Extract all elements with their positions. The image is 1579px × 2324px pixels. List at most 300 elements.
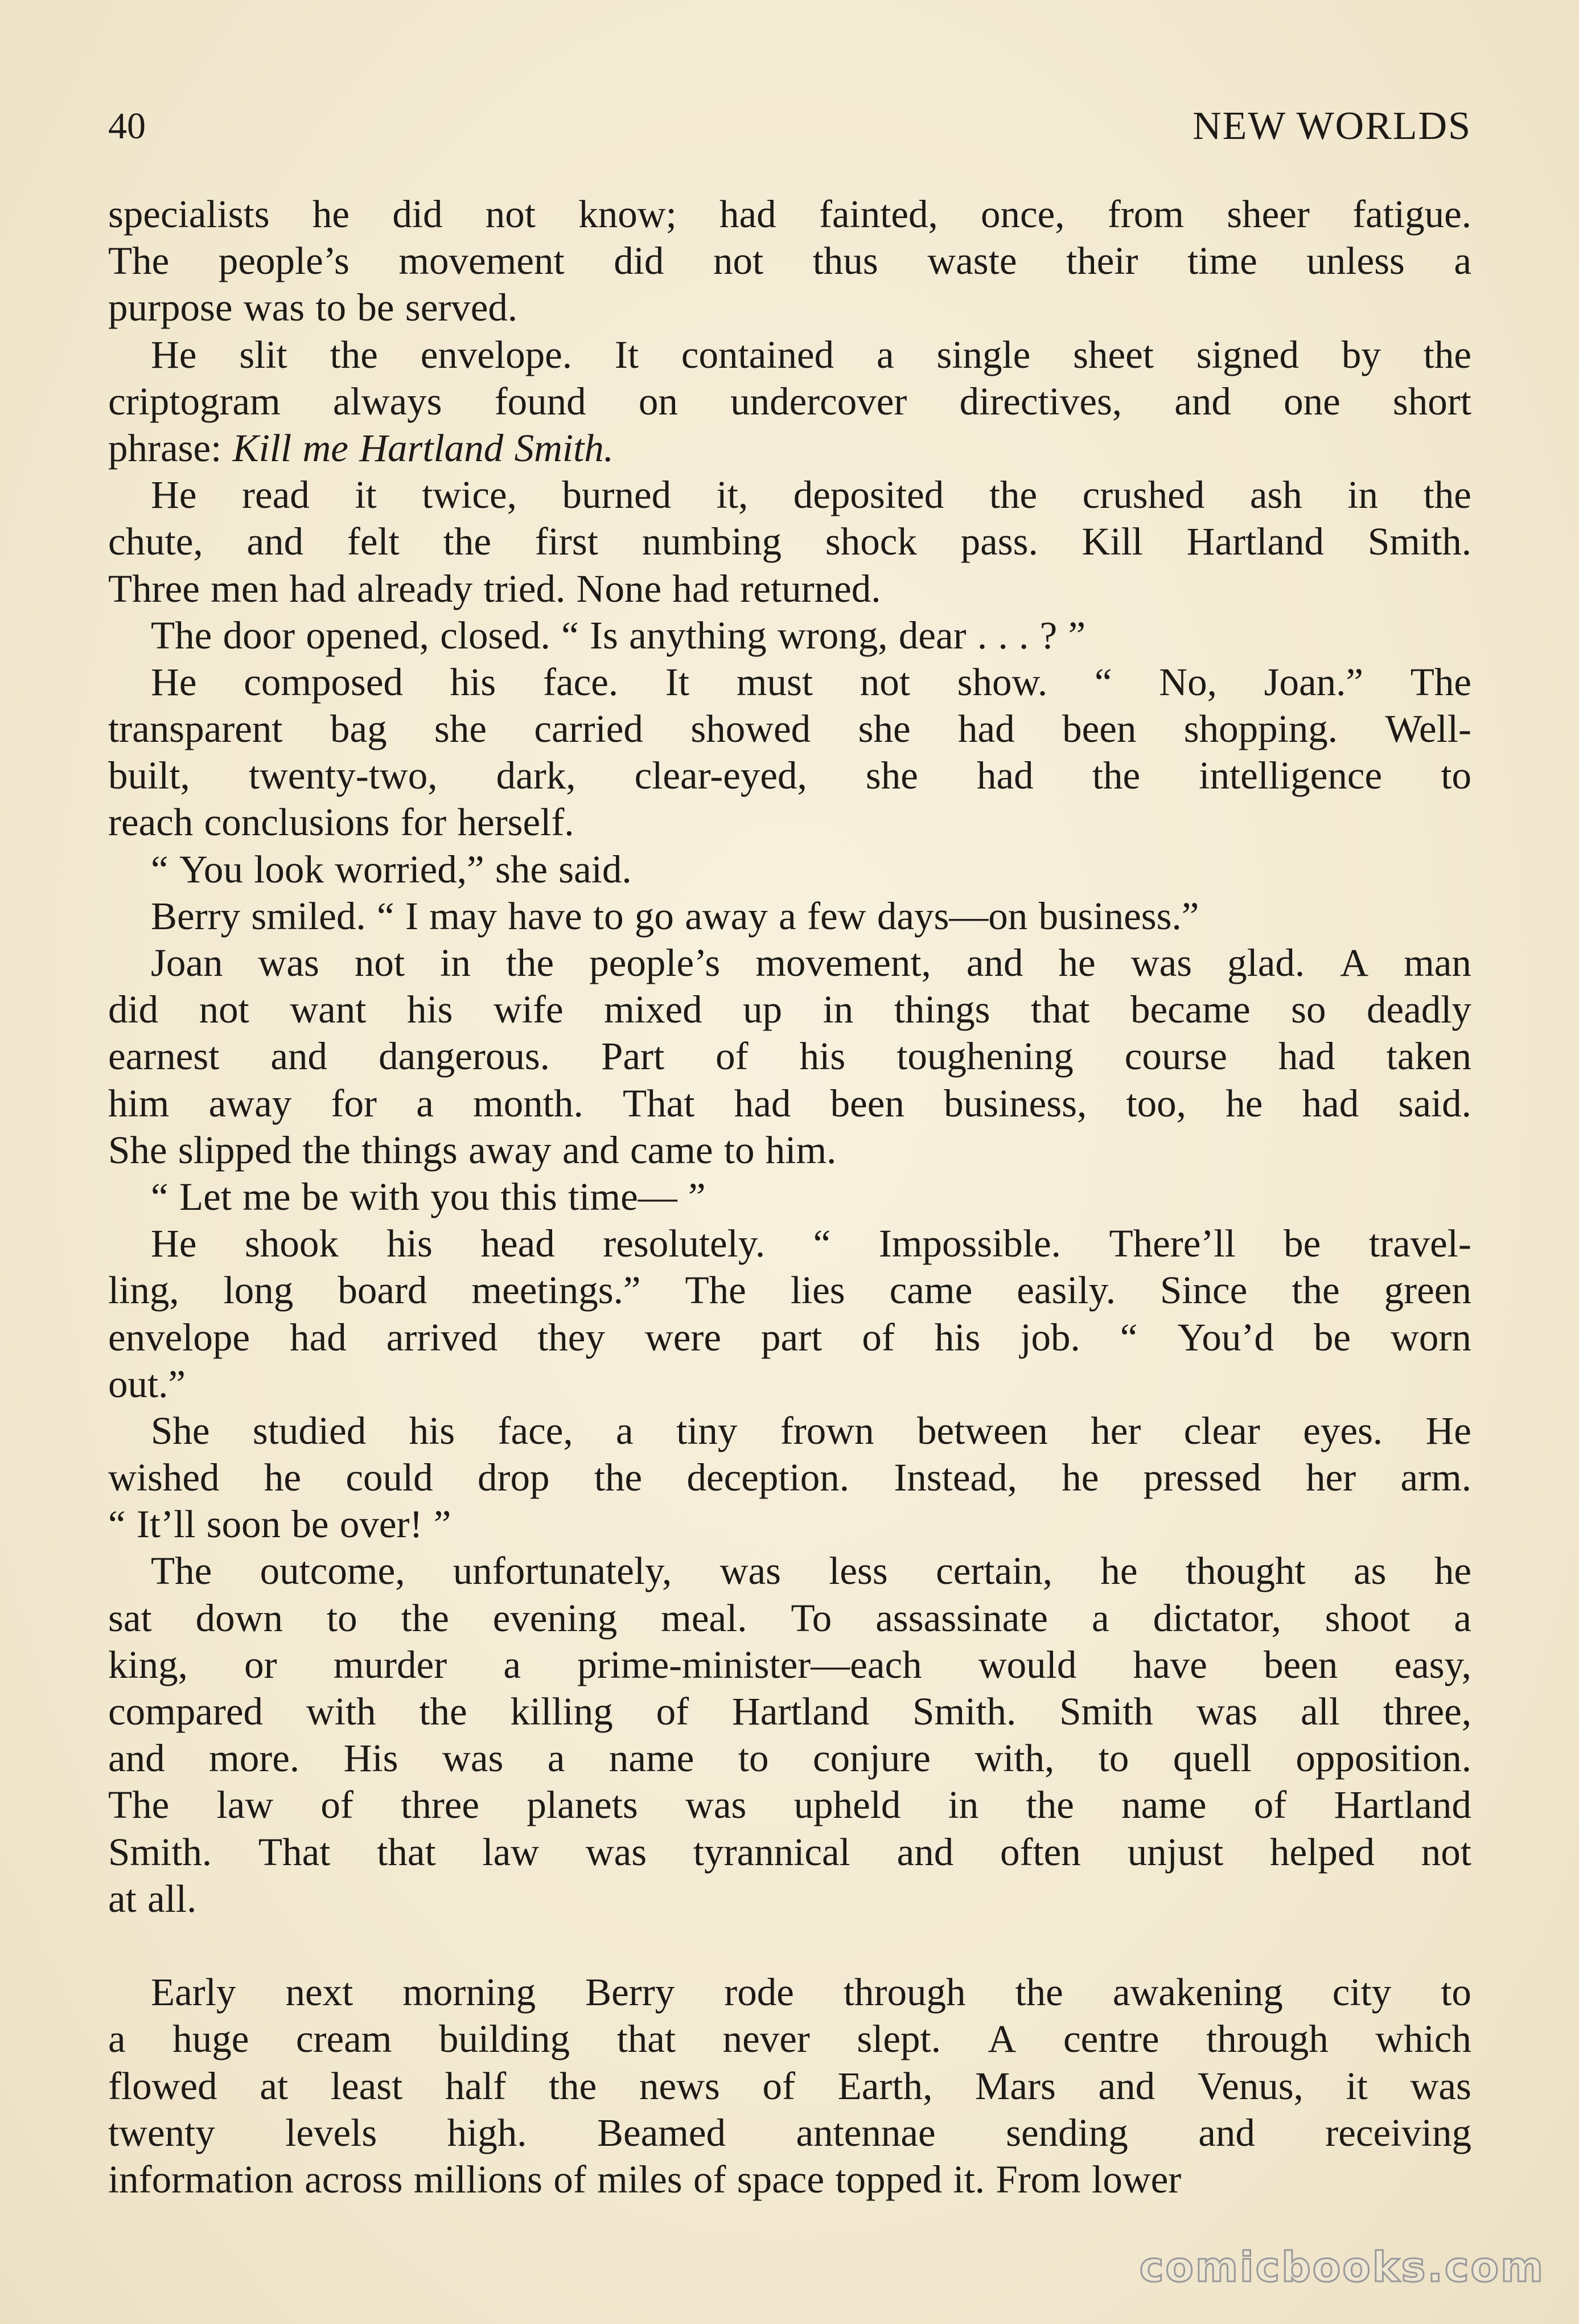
word: opposition. [1296,1736,1471,1780]
word: not [485,192,536,236]
word: of [553,2157,586,2201]
word: meal. [661,1596,747,1640]
word: movement, [755,941,931,984]
paragraph [108,893,1471,939]
word: composed [244,660,403,704]
word: Smith [1059,1690,1154,1733]
word: he [1100,1549,1138,1593]
word: . [998,613,1008,657]
word: and [897,1830,954,1874]
word: deadly [1366,988,1471,1032]
word: millions [413,2157,543,2201]
word: more. [209,1736,300,1780]
paragraph [108,191,1471,331]
word: and [1098,2064,1156,2108]
text-line [108,425,1471,471]
word: always [332,379,442,423]
word: wished [108,1456,220,1500]
word: did [108,988,159,1032]
text-line [108,1781,1471,1828]
word: herself. [457,800,574,844]
word: a [1091,1596,1109,1640]
word: sheer [1227,192,1310,236]
word: know; [578,192,677,236]
word: of [762,2064,795,2108]
word: they [537,1315,605,1359]
word: Kill [232,426,292,470]
word: Beamed [597,2111,726,2154]
word: did [614,239,664,283]
word: him [108,1081,170,1125]
word: slit [239,332,287,376]
text-line [108,191,1471,237]
word: wife [494,988,564,1032]
word: it [1346,2064,1368,2108]
word: had [672,566,730,610]
word: said. [558,847,632,891]
word: of [862,1315,895,1359]
text-line [108,1173,1471,1220]
word: Hartland [359,426,504,470]
word: A [1340,941,1369,984]
word: His [343,1736,398,1780]
text-line [108,1595,1471,1641]
text-line [108,471,1471,518]
word: slipped [178,1128,292,1172]
word: opened, [306,613,429,657]
word: the [302,1128,351,1172]
word: the [1092,754,1141,798]
word: of [320,1783,353,1827]
word: be [301,1175,339,1218]
text-line [108,939,1471,986]
word: felt [347,520,400,564]
word: part [761,1315,823,1359]
word: men [211,566,278,610]
word: sat [108,1596,152,1640]
word: “ [151,1175,168,1218]
page-number: 40 [108,105,146,147]
text-line [108,378,1471,425]
word: mixed [604,988,702,1032]
word: easily. [1017,1268,1116,1312]
word: up [743,988,783,1032]
word: not [354,941,405,984]
text-line [108,799,1471,845]
word: space [737,2157,824,2201]
word: too, [1126,1081,1186,1125]
word: the [330,332,378,376]
paragraph [108,1969,1471,2203]
word: man [1404,941,1471,984]
word: was [258,941,319,984]
word: lower [1092,2157,1182,2201]
word: high. [447,2111,527,2154]
word: look [254,847,324,891]
running-title: NEW WORLDS [1193,104,1471,148]
word: door [223,613,295,657]
word: at [108,1877,137,1920]
word: ” [433,1502,451,1546]
word: a [108,2017,126,2061]
word: ling, [108,1268,179,1312]
word: next [285,1970,353,2014]
word: her [1306,1456,1356,1500]
text-line [108,237,1471,284]
word: No, [1159,660,1217,704]
word: with [306,1690,376,1733]
text-line [108,659,1471,705]
word: single [936,332,1031,376]
word: Since [1160,1268,1248,1312]
word: have [1133,1643,1207,1686]
word: awakening [1112,1970,1283,2014]
word: a [416,1081,434,1125]
word: and [966,941,1023,984]
word: That [258,1830,331,1874]
word: prime-minister—each [577,1643,922,1686]
word: That [622,1081,695,1125]
word: she [434,707,487,751]
word: Hartland [1334,1783,1471,1827]
word: fatigue. [1352,192,1471,236]
word: He [151,1222,197,1266]
word: and [1198,2111,1255,2154]
watermark: comicbooks.com [1139,2243,1545,2291]
word: month. [473,1081,583,1125]
word: law [482,1830,540,1874]
word: read [242,473,310,517]
word: to [738,1736,769,1780]
word: From [996,2157,1081,2201]
word: tyrannical [693,1830,850,1874]
word: it, [716,473,749,517]
word: time— [568,1175,677,1218]
word: clear [1183,1409,1260,1452]
word: his [406,988,453,1032]
word: You’d [1177,1315,1274,1359]
word: dark, [496,754,576,798]
word: purpose [108,286,233,330]
word: sending [1006,2111,1128,2154]
word: a [1454,239,1471,283]
word: None [576,566,662,610]
word: she [858,707,911,751]
word: have [508,894,582,938]
word: assassinate [875,1596,1048,1640]
word: Mars [975,2064,1056,2108]
word: he [1058,941,1096,984]
word: was [1130,941,1193,984]
word: The [685,1268,746,1312]
word: or [244,1643,277,1686]
word: reach [108,800,194,844]
word: thus [812,239,878,283]
word: receiving [1325,2111,1471,2154]
word: taken [1386,1034,1471,1078]
word: pass. [960,520,1038,564]
word: to [1098,1736,1129,1780]
word: dangerous. [379,1034,550,1078]
text-line [108,986,1471,1033]
text-line [108,284,1471,331]
word: board [338,1268,427,1312]
word: shook [245,1222,339,1266]
word: helped [1270,1830,1375,1874]
word: people’s [218,239,349,283]
word: he [312,192,350,236]
word: certain, [936,1549,1053,1593]
word: eyes. [1303,1409,1383,1452]
word: with [349,1175,420,1218]
word: city [1332,1970,1392,2014]
word: were [644,1315,721,1359]
word: that [616,2017,676,2061]
word: closed. [440,613,550,657]
word: she [865,754,918,798]
word: fainted, [819,192,938,236]
word: half [445,2064,507,2108]
word: was [719,1549,781,1593]
text-line [108,2015,1471,2062]
text-line [108,1641,1471,1688]
word: killing [510,1690,613,1733]
text-line [108,1454,1471,1501]
word: this [500,1175,557,1218]
word: his [799,1034,846,1078]
word: directives, [959,379,1122,423]
word: to [315,286,347,330]
word: Let [179,1175,232,1218]
word: He [1425,1409,1471,1452]
word: he [264,1456,301,1500]
word: Smith. [912,1690,1017,1733]
word: want [290,988,367,1032]
word: her [1091,1409,1141,1452]
word: antennae [796,2111,936,2154]
text-line [108,1314,1471,1361]
word: ash [1249,473,1302,517]
word: rode [724,1970,794,2014]
word: information [108,2157,294,2201]
word: dictator, [1153,1596,1281,1640]
word: Earth, [837,2064,933,2108]
word: came [630,1128,713,1172]
word: king, [108,1643,188,1686]
word: sheet [1073,332,1154,376]
word: business.” [1038,894,1199,938]
word: the [401,1596,449,1640]
word: signed [1196,332,1299,376]
word: that [377,1830,436,1874]
word: There’ll [1109,1222,1236,1266]
word: numbing [642,520,782,564]
word: arrived [386,1315,498,1359]
word: Joan [151,941,223,984]
word: the [1423,473,1471,517]
word: miles [597,2157,682,2201]
word: away [685,894,768,938]
word: once, [981,192,1065,236]
word: I [405,894,418,938]
word: outcome, [260,1549,405,1593]
word: frown [780,1409,874,1452]
word: anything [629,613,767,657]
word: down [195,1596,283,1640]
word: me [242,1175,291,1218]
body-text [108,191,1471,2203]
word: You [179,847,243,891]
paragraph [108,659,1471,846]
word: the [419,1690,467,1733]
word: and [270,1034,328,1078]
word: Hartland [731,1690,870,1733]
text-line [108,1033,1471,1079]
word: twenty [108,2111,215,2154]
word: glad. [1227,941,1305,984]
text-line [108,1220,1471,1267]
word: a [503,1643,521,1686]
word: must [736,660,813,704]
word: transparent [108,707,283,751]
word: on [638,379,678,423]
word: from [1107,192,1184,236]
word: been [830,1081,904,1125]
word: less [829,1549,888,1593]
text-line [108,893,1471,939]
word: by [1341,332,1381,376]
word: to [1441,754,1471,798]
word: ? [1039,613,1058,657]
word: phrase: [108,426,222,470]
word: Well- [1385,707,1471,751]
word: The [108,1783,170,1827]
word: to [326,1596,357,1640]
word: did [392,192,443,236]
word: “ [1120,1315,1138,1359]
text-line [108,1735,1471,1781]
word: and [246,520,304,564]
word: Is [590,613,618,657]
word: the [1292,1268,1340,1312]
word: not [713,239,764,283]
word: Venus, [1197,2064,1304,2108]
section-break [108,1922,1471,1969]
word: through [843,1970,966,2014]
word: of [716,1034,749,1078]
word: the [1026,1783,1074,1827]
text-line [108,1407,1471,1454]
text-line [108,2063,1471,2109]
word: built, [108,754,190,798]
word: easy, [1394,1643,1471,1686]
word: The [108,239,170,283]
word: his [934,1315,981,1359]
text-line [108,1127,1471,1173]
word: conclusions [204,800,390,844]
word: ” [688,1175,706,1218]
word: their [1066,239,1138,283]
word: green [1384,1268,1471,1312]
text-line [108,331,1471,378]
word: things [894,988,990,1032]
word: travel- [1368,1222,1471,1266]
word: things [361,1128,458,1172]
word: he [1226,1081,1263,1125]
word: out.” [108,1362,186,1406]
word: shock [825,520,917,564]
word: flowed [108,2064,217,2108]
word: often [1000,1830,1081,1874]
word: may [429,894,497,938]
word: for [331,1081,377,1125]
word: criptogram [108,379,281,423]
word: toughening [897,1034,1074,1078]
text-line [108,752,1471,799]
word: least [330,2064,403,2108]
word: Smith. [1367,520,1471,564]
word: thought [1185,1549,1306,1593]
word: not [199,988,249,1032]
word: so [1291,988,1326,1032]
word: worried,” [335,847,484,891]
paragraph [108,1407,1471,1548]
word: Part [601,1034,665,1078]
word: twenty-two, [248,754,438,798]
word: not [860,660,910,704]
word: movement [398,239,565,283]
word: came [889,1268,973,1312]
word: be [1284,1222,1321,1266]
word: all [1301,1690,1340,1733]
word: crushed [1082,473,1205,517]
word: The [1410,660,1471,704]
word: away [468,1128,552,1172]
word: undercover [730,379,907,423]
word: waste [927,239,1017,283]
word: with, [974,1736,1055,1780]
word: of [693,2157,726,2201]
word: shopping. [1183,707,1338,751]
word: be [1313,1315,1351,1359]
word: served. [405,286,518,330]
word: and [1174,379,1231,423]
word: ” [1068,613,1086,657]
word: upheld [793,1783,901,1827]
word: It [614,332,639,376]
word: short [1392,379,1471,423]
word: face. [543,660,619,704]
word: showed [690,707,811,751]
word: . [977,613,988,657]
word: earnest [108,1034,220,1078]
word: and [562,1128,619,1172]
text-line [108,1080,1471,1127]
text-line [108,1969,1471,2015]
word: been [1062,707,1137,751]
word: one [1284,379,1340,423]
word: time [1187,239,1257,283]
word: huge [172,2017,249,2061]
word: morning [402,1970,536,2014]
word: Berry [585,1970,675,2014]
word: few [807,894,866,938]
word: smiled. [251,894,366,938]
word: murder [333,1643,447,1686]
word: envelope [108,1315,250,1359]
paragraph [108,1220,1471,1407]
paragraph [108,1547,1471,1922]
